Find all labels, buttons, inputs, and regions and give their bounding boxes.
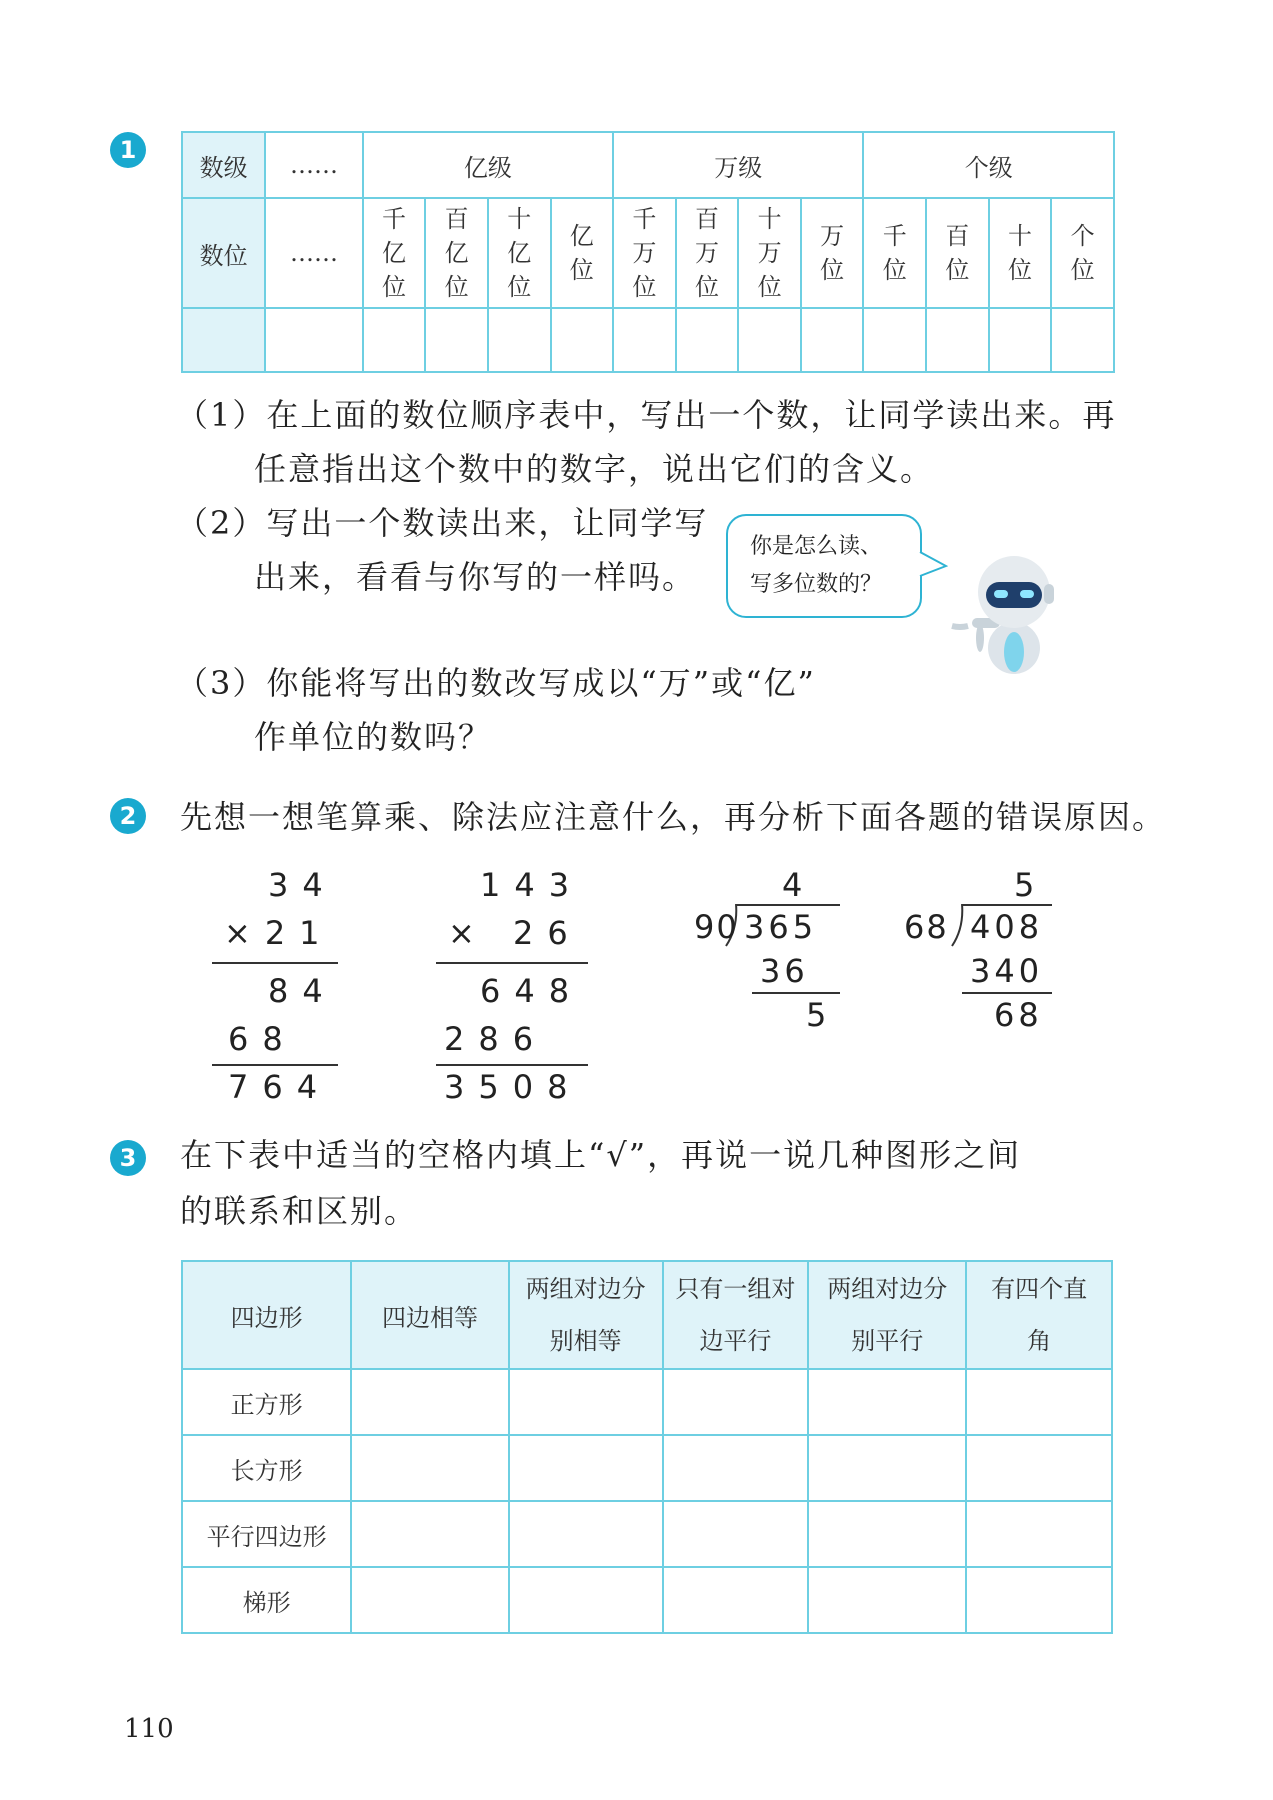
place-cell <box>863 198 926 308</box>
calc-rule <box>212 962 338 964</box>
check-cell[interactable] <box>351 1567 508 1633</box>
row-label: 正方形 <box>182 1369 351 1435</box>
answer-cell[interactable] <box>488 308 551 372</box>
check-cell[interactable] <box>351 1501 508 1567</box>
place-label: 百亿位 <box>444 205 469 301</box>
calc-rule <box>752 992 840 994</box>
place-cell <box>488 198 551 308</box>
header-cell <box>808 1261 966 1369</box>
row-label: 长方形 <box>182 1435 351 1501</box>
header-label: 两组对边分别平行 <box>827 1275 948 1355</box>
q1-part1-line2: 任意指出这个数中的数字，说出它们的含义。 <box>254 450 935 488</box>
header-cell <box>966 1261 1112 1369</box>
answer-cell[interactable] <box>425 308 488 372</box>
question-number-badge: 2 <box>110 798 146 834</box>
calc-rule <box>436 962 588 964</box>
answer-cell[interactable] <box>1051 308 1114 372</box>
row-label: 梯形 <box>182 1567 351 1633</box>
calc-line: 34 <box>268 866 337 904</box>
place-cell <box>613 198 676 308</box>
place-label: 十亿位 <box>507 205 532 301</box>
q1-part3-line1: （3）你能将写出的数改写成以“万”或“亿” <box>176 664 816 702</box>
bubble-line1: 你是怎么读、 <box>750 534 883 559</box>
q1-part2-line1: （2）写出一个数读出来，让同学写 <box>176 504 709 542</box>
check-cell[interactable] <box>509 1567 663 1633</box>
calc-rule <box>212 1064 338 1066</box>
place-label: 百位 <box>945 222 970 284</box>
answer-cell[interactable] <box>676 308 739 372</box>
header-cell <box>351 1261 508 1369</box>
place-cell <box>551 198 614 308</box>
header-label: 两组对边分别相等 <box>525 1275 646 1355</box>
place-cell <box>1051 198 1114 308</box>
place-label: 十万位 <box>757 205 782 301</box>
answer-cell[interactable] <box>863 308 926 372</box>
q3-prompt-line2: 的联系和区别。 <box>180 1192 419 1230</box>
answer-cell[interactable] <box>738 308 801 372</box>
answer-cell[interactable] <box>551 308 614 372</box>
calc-line: 84 <box>268 972 337 1010</box>
division-remainder: 5 <box>806 996 841 1034</box>
bubble-line2: 写多位数的？ <box>750 572 883 597</box>
q2-prompt: 先想一想笔算乘、除法应注意什么，再分析下面各题的错误原因。 <box>180 798 1167 836</box>
place-cell <box>738 198 801 308</box>
calc-line: 648 <box>480 972 584 1010</box>
calc-line: 143 <box>480 866 584 904</box>
check-cell[interactable] <box>808 1435 966 1501</box>
place-label: 个位 <box>1070 222 1095 284</box>
q1-part3-line2: 作单位的数吗？ <box>254 718 493 756</box>
place-label: 千亿位 <box>382 205 407 301</box>
check-cell[interactable] <box>509 1501 663 1567</box>
calc-line: ×21 <box>224 914 334 952</box>
question-number-badge: 3 <box>110 1140 146 1176</box>
check-cell[interactable] <box>663 1369 809 1435</box>
check-cell[interactable] <box>808 1567 966 1633</box>
q3-prompt-line1: 在下表中适当的空格内填上“√”，再说一说几种图形之间 <box>180 1136 1022 1174</box>
answer-cell[interactable] <box>989 308 1052 372</box>
check-cell[interactable] <box>509 1435 663 1501</box>
division-divisor: 90 <box>694 908 739 946</box>
check-cell[interactable] <box>351 1369 508 1435</box>
check-cell[interactable] <box>966 1567 1112 1633</box>
check-cell[interactable] <box>663 1435 809 1501</box>
header-cell <box>182 1261 351 1369</box>
division-remainder: 68 <box>994 996 1043 1034</box>
place-cell <box>676 198 739 308</box>
place-cell <box>425 198 488 308</box>
table-cell-ellipsis: …… <box>265 132 362 198</box>
page-number: 110 <box>124 1714 174 1744</box>
place-cell <box>989 198 1052 308</box>
place-label: 十位 <box>1007 222 1032 284</box>
check-cell[interactable] <box>663 1567 809 1633</box>
header-label: 有四个直角 <box>991 1275 1088 1355</box>
header-cell <box>663 1261 809 1369</box>
place-cell <box>363 198 426 308</box>
place-label: 亿位 <box>569 222 594 284</box>
place-label: 万位 <box>820 222 845 284</box>
check-cell[interactable] <box>808 1369 966 1435</box>
answer-cell[interactable] <box>801 308 864 372</box>
table-cell-label: 数级 <box>182 132 265 198</box>
division-dividend: 365 <box>744 908 818 946</box>
division-quotient: 4 <box>782 866 817 904</box>
division-bracket <box>950 904 966 948</box>
calc-line: 68 <box>228 1020 297 1058</box>
robot-icon <box>940 548 1060 676</box>
calc-line: 764 <box>228 1068 332 1106</box>
division-dividend: 408 <box>970 908 1044 946</box>
calc-rule <box>962 992 1052 994</box>
table-cell-ge-level: 个级 <box>863 132 1114 198</box>
speech-bubble <box>726 514 922 618</box>
table-cell-label: 数位 <box>182 198 265 308</box>
place-label: 千位 <box>882 222 907 284</box>
division-subtract: 36 <box>760 952 809 990</box>
check-cell[interactable] <box>808 1501 966 1567</box>
header-cell <box>509 1261 663 1369</box>
calc-line: × 26 <box>448 914 582 952</box>
check-cell[interactable] <box>663 1501 809 1567</box>
answer-cell[interactable] <box>265 308 362 372</box>
place-cell <box>801 198 864 308</box>
place-label: 百万位 <box>694 205 719 301</box>
empty-cell <box>182 308 265 372</box>
check-cell[interactable] <box>966 1435 1112 1501</box>
division-divisor: 68 <box>904 908 949 946</box>
answer-cell[interactable] <box>363 308 426 372</box>
check-cell[interactable] <box>351 1435 508 1501</box>
calc-line: 3508 <box>444 1068 582 1106</box>
q1-part1-line1: （1）在上面的数位顺序表中，写出一个数，让同学读出来。再 <box>176 396 1117 434</box>
division-quotient: 5 <box>1014 866 1049 904</box>
division-subtract: 340 <box>970 952 1044 990</box>
calc-rule <box>436 1064 588 1066</box>
place-cell <box>926 198 989 308</box>
table-cell-wan-level: 万级 <box>613 132 863 198</box>
header-label: 四边形 <box>230 1303 303 1332</box>
header-label: 四边相等 <box>381 1303 478 1332</box>
question-number-badge: 1 <box>110 132 146 168</box>
header-label: 只有一组对边平行 <box>675 1275 796 1355</box>
check-cell[interactable] <box>966 1369 1112 1435</box>
quadrilateral-table <box>181 1260 1113 1634</box>
table-cell-ellipsis: …… <box>265 198 362 308</box>
calc-line: 286 <box>444 1020 548 1058</box>
table-cell-yi-level: 亿级 <box>363 132 613 198</box>
division-bar <box>962 904 1052 906</box>
q1-part2-line2: 出来，看看与你写的一样吗。 <box>254 558 697 596</box>
row-label: 平行四边形 <box>182 1501 351 1567</box>
check-cell[interactable] <box>509 1369 663 1435</box>
answer-cell[interactable] <box>926 308 989 372</box>
answer-cell[interactable] <box>613 308 676 372</box>
division-bar <box>736 904 840 906</box>
check-cell[interactable] <box>966 1501 1112 1567</box>
place-value-table <box>181 131 1115 373</box>
place-label: 千万位 <box>632 205 657 301</box>
